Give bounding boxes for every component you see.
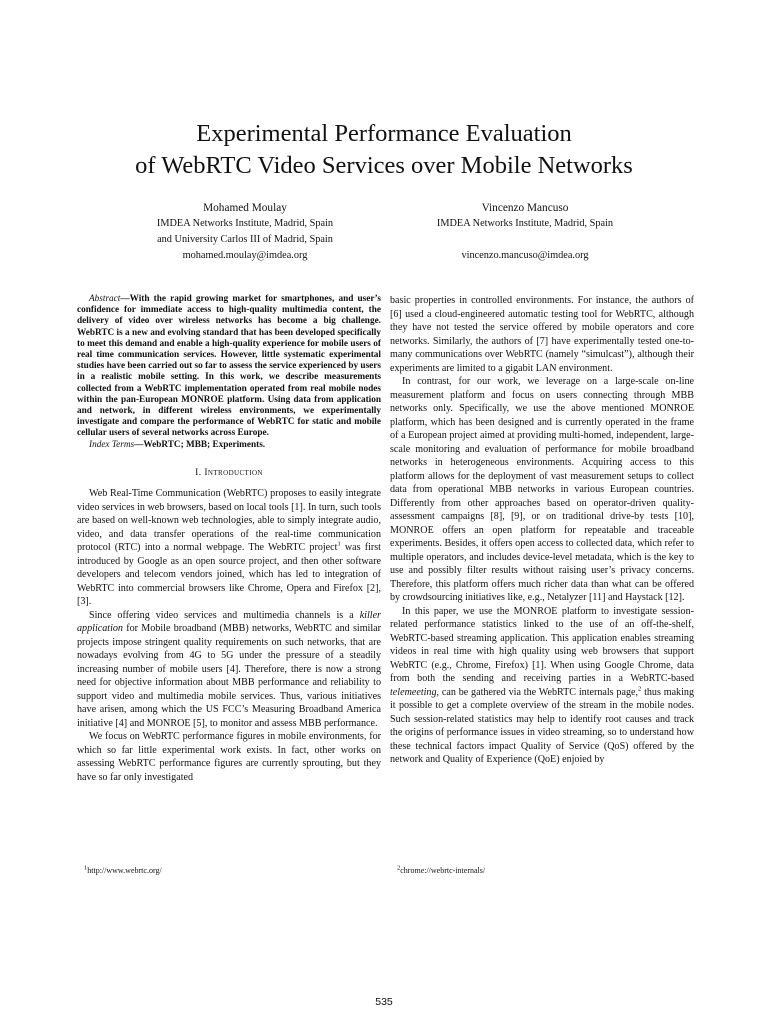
paragraph-text: , can be gathered via the WebRTC internals page, bbox=[436, 686, 638, 698]
paragraph: basic properties in controlled environments. For instance, the authors of [6] used a cloud-engineered automatic testing tool for WebRTC, although they have not tested the service offered by mobile operators and core networks. Similarly, the authors of [7] have experimentally tested one-to-many communications over WebRTC (namely “simulcast”), although their experiments are limited to a gigabit LAN environment. bbox=[390, 295, 694, 374]
paragraph: In contrast, for our work, we leverage on a large-scale on-line measurement platform and focus on users connecting through MBB networks only. Specifically, we use the above mentioned MONROE platform, which has been designed and is currently operated in the frame of a European project aimed at providing multi-homed, independent, large-scale monitoring and evaluation of performance for mobile broadband networks in heterogeneous environments. Acquiring access to this platform allows for the deployment of vast measurement setups to collect data from operational MBB networks in various European countries. Differently from other approaches based on operator-driven quality-assessment campaigns [8], [9], or on traditional drive-by tests [10], MONROE offers an open platform for repeatable and traceable experiments. Besides, it offers open access to collected data, which refer to multiple operators, and includes device-level metadata, which is the key to use and possibly filter results without raising user’s privacy concerns. Therefore, this platform offers much richer data than what can be offered by crowdsourcing initiatives like, e.g., Netalyzer [11] and Haystack [12]. bbox=[390, 376, 694, 603]
paragraph bbox=[77, 487, 381, 609]
footnote-left bbox=[84, 866, 162, 876]
author-name: Vincenzo Mancuso bbox=[481, 202, 569, 214]
abstract-label: Abstract bbox=[89, 294, 121, 304]
section-title: Introduction bbox=[204, 466, 263, 478]
section-number: I. bbox=[195, 466, 202, 478]
abstract bbox=[77, 294, 381, 440]
right-column bbox=[390, 294, 694, 767]
paragraph-text: Web Real-Time Communication (WebRTC) proposes to easily integrate video services in web browsers, based on local tools [1]. In turn, such tools are based on well-known web technologies, able to simply integrate audio, video, and data transfer operations of the real-time communication protocol (RTC) into a normal webpage. The WebRTC project bbox=[77, 488, 381, 554]
author-affiliation-2 bbox=[400, 232, 650, 248]
paragraph bbox=[77, 609, 381, 731]
footnote-mark: 2 bbox=[638, 685, 642, 693]
footnote-mark: 2 bbox=[397, 864, 401, 872]
index-terms bbox=[77, 440, 381, 451]
footnote-mark: 1 bbox=[84, 864, 88, 872]
page-number: 535 bbox=[375, 996, 393, 1008]
author-name: Mohamed Moulay bbox=[203, 202, 287, 214]
paragraph-text: thus making it possible to get a complete overview of the stream in the mobile nodes. Such session-related statistics may help to identify root causes and track the origins of performance issues in video streaming, so to understand how these technical factors impact Quality of Service (QoS) offered by the network and Quality of Experience (QoE) enjoied by bbox=[390, 686, 694, 765]
footnote-mark: 1 bbox=[337, 540, 341, 548]
abstract-text: —With the rapid growing market for smartphones, and user’s confidence for immediate access to high-quality multimedia content, the delivery of video over wireless networks has become a big challenge. WebRTC is a new and evolving standard that has been developed specifically to meet this demand and enable a high-quality experience for mobile users of real time communication services. However, little systematic experimental studies have been carried out so far to assess the service experienced by users in a realistic mobile setting. In this work, we describe measurements collected from a WebRTC implementation operated from real mobile nodes within the pan-European MONROE platform. Using data from application and network, in different wireless environments, we experimentally investigate and compare the performance of WebRTC for static and mobile cellular users of several networks across Europe. bbox=[77, 294, 381, 439]
author-affiliation-2: and University Carlos III of Madrid, Spain bbox=[157, 234, 333, 245]
footnote-url: chrome://webrtc-internals/ bbox=[400, 866, 486, 875]
author-block-1 bbox=[120, 200, 370, 264]
title-line-1: Experimental Performance Evaluation bbox=[196, 120, 572, 147]
author-email: mohamed.moulay@imdea.org bbox=[182, 250, 308, 261]
author-affiliation: IMDEA Networks Institute, Madrid, Spain bbox=[436, 218, 614, 229]
index-terms-label: Index Terms bbox=[89, 439, 135, 450]
index-terms-text: —WebRTC; MBB; Experiments. bbox=[134, 439, 266, 450]
section-heading bbox=[77, 466, 381, 480]
left-column bbox=[77, 294, 381, 784]
author-affiliation: IMDEA Networks Institute, Madrid, Spain bbox=[156, 218, 334, 229]
paper-title bbox=[0, 118, 768, 182]
paragraph bbox=[390, 605, 694, 767]
paragraph: We focus on WebRTC performance figures in mobile environments, for which so far little experimental work exists. In fact, other works on assessing WebRTC performance figures are currently sprouting, but they have so far only investigated bbox=[77, 731, 381, 783]
title-line-2: of WebRTC Video Services over Mobile Networks bbox=[135, 152, 633, 179]
paragraph-text: for Mobile broadband (MBB) networks, WebRTC and similar projects impose stringent quality requirements on such networks, that are nowadays evolving from 4G to 5G under the pressure of a steadily increasing number of mobile users [4]. Therefore, there is now a strong need for objective information about MBB performance and reliability to support video and multimedia mobile services. Thus, various initiatives have arisen, among which the US FCC’s Measuring Broadband America initiative [4] and MONROE [5], to monitor and assess MBB performance. bbox=[77, 623, 381, 729]
footnote-url: http://www.webrtc.org/ bbox=[87, 866, 162, 875]
emphasis: telemeeting bbox=[390, 686, 437, 698]
author-email: vincenzo.mancuso@imdea.org bbox=[461, 250, 589, 261]
footnote-right bbox=[397, 866, 485, 876]
emphasis: killer application bbox=[77, 609, 381, 635]
paragraph-text: Since offering video services and multimedia channels is a bbox=[89, 609, 360, 621]
author-block-2 bbox=[400, 200, 650, 264]
paragraph-text: was first introduced by Google as an open source project, and then other software developers and telecom vendors joined, which has led to integration of WebRTC into commercial browsers like Chrome, Opera and Firefox [2], [3]. bbox=[77, 542, 381, 608]
paragraph-text: In this paper, we use the MONROE platform to investigate session-related performance statistics linked to the use of an off-the-shelf, WebRTC-based streaming application. This application enables streaming videos in real time with high quality using web browsers that support WebRTC (e.g., Chrome, Firefox) [1]. When using Google Chrome, data from both the sending and receiving parties in a WebRTC-based bbox=[390, 605, 694, 684]
